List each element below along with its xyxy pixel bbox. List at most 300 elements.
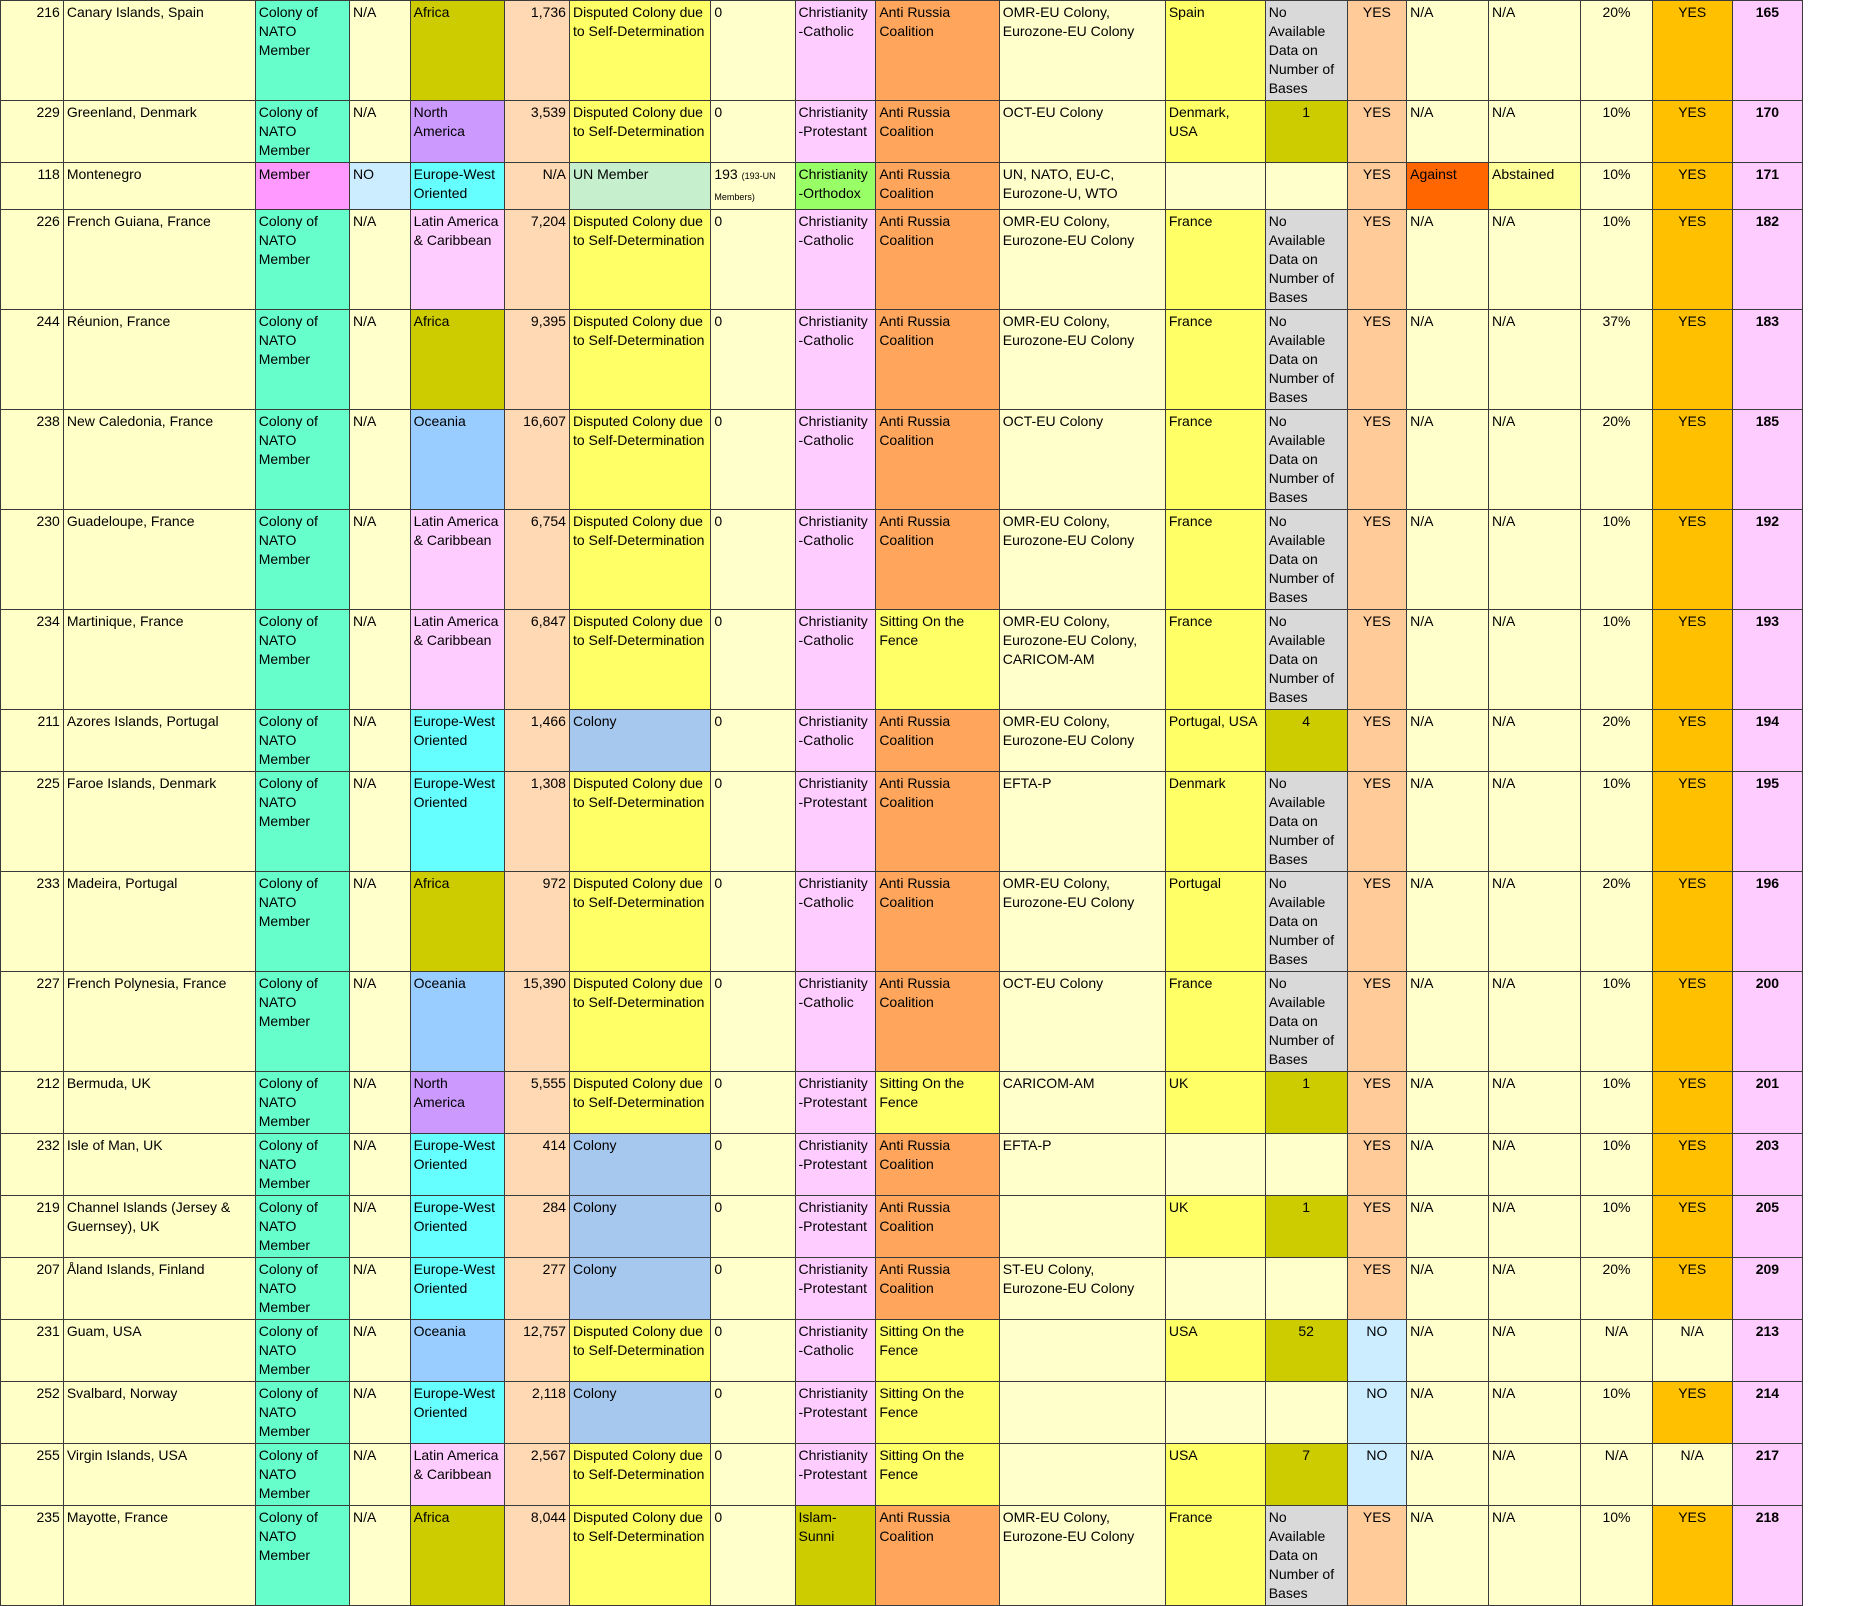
administering-country-cell[interactable]: France: [1165, 972, 1265, 1072]
rank-cell[interactable]: 200: [1732, 972, 1803, 1072]
nato-membership-cell[interactable]: N/A: [350, 510, 411, 610]
final-yes-cell[interactable]: YES: [1652, 1, 1732, 101]
nato-membership-cell[interactable]: N/A: [350, 610, 411, 710]
area-cell[interactable]: 16,607: [504, 410, 569, 510]
organizations-cell[interactable]: ST-EU Colony, Eurozone-EU Colony: [999, 1258, 1165, 1320]
rank-cell[interactable]: 171: [1732, 163, 1803, 210]
rank-cell[interactable]: 203: [1732, 1134, 1803, 1196]
un-status-cell[interactable]: Colony: [569, 1196, 710, 1258]
vote-cell[interactable]: N/A: [1407, 1382, 1489, 1444]
alignment-cell[interactable]: Anti Russia Coalition: [876, 1258, 999, 1320]
nato-membership-cell[interactable]: N/A: [350, 101, 411, 163]
percentage-cell[interactable]: 20%: [1581, 872, 1653, 972]
vote-cell[interactable]: N/A: [1407, 1320, 1489, 1382]
rank-cell[interactable]: 214: [1732, 1382, 1803, 1444]
un-count-cell[interactable]: [711, 1258, 795, 1320]
organizations-cell[interactable]: OMR-EU Colony, Eurozone-EU Colony: [999, 710, 1165, 772]
organizations-cell[interactable]: [999, 1320, 1165, 1382]
un-count-cell[interactable]: [711, 1072, 795, 1134]
area-cell[interactable]: 9,395: [504, 310, 569, 410]
territory-name-cell[interactable]: Montenegro: [63, 163, 255, 210]
region-cell[interactable]: Oceania: [410, 972, 504, 1072]
alignment-cell[interactable]: Sitting On the Fence: [876, 610, 999, 710]
status-cell[interactable]: Colony of NATO Member: [255, 210, 349, 310]
vote-cell[interactable]: N/A: [1407, 1506, 1489, 1606]
military-bases-cell[interactable]: 52: [1265, 1320, 1347, 1382]
military-bases-cell[interactable]: No Available Data on Number of Bases: [1265, 1, 1347, 101]
final-yes-cell[interactable]: YES: [1652, 610, 1732, 710]
religion-cell[interactable]: Christianity-Orthodox: [795, 163, 876, 210]
rank-cell[interactable]: 170: [1732, 101, 1803, 163]
territory-name-cell[interactable]: Greenland, Denmark: [63, 101, 255, 163]
vote-cell[interactable]: N/A: [1407, 1444, 1489, 1506]
un-count-cell[interactable]: [711, 1444, 795, 1506]
military-bases-cell[interactable]: 1: [1265, 1196, 1347, 1258]
un-status-cell[interactable]: Colony: [569, 1382, 710, 1444]
administering-country-cell[interactable]: France: [1165, 510, 1265, 610]
status-cell[interactable]: Colony of NATO Member: [255, 1444, 349, 1506]
rank-cell[interactable]: 196: [1732, 872, 1803, 972]
row-index-cell[interactable]: 227: [1, 972, 64, 1072]
military-bases-cell[interactable]: [1265, 1258, 1347, 1320]
row-index-cell[interactable]: 118: [1, 163, 64, 210]
vote-cell[interactable]: N/A: [1489, 1, 1581, 101]
row-index-cell[interactable]: 225: [1, 772, 64, 872]
nato-membership-cell[interactable]: N/A: [350, 1382, 411, 1444]
military-bases-cell[interactable]: No Available Data on Number of Bases: [1265, 972, 1347, 1072]
final-yes-cell[interactable]: YES: [1652, 1072, 1732, 1134]
area-cell[interactable]: 1,308: [504, 772, 569, 872]
un-status-cell[interactable]: Disputed Colony due to Self-Determination: [569, 610, 710, 710]
military-bases-cell[interactable]: No Available Data on Number of Bases: [1265, 1506, 1347, 1606]
region-cell[interactable]: Europe-West Oriented: [410, 1382, 504, 1444]
organizations-cell[interactable]: EFTA-P: [999, 772, 1165, 872]
yes-no-cell[interactable]: YES: [1347, 410, 1406, 510]
administering-country-cell[interactable]: UK: [1165, 1196, 1265, 1258]
status-cell[interactable]: Colony of NATO Member: [255, 410, 349, 510]
region-cell[interactable]: Europe-West Oriented: [410, 1258, 504, 1320]
administering-country-cell[interactable]: Denmark, USA: [1165, 101, 1265, 163]
vote-cell[interactable]: N/A: [1489, 1320, 1581, 1382]
rank-cell[interactable]: 205: [1732, 1196, 1803, 1258]
organizations-cell[interactable]: OMR-EU Colony, Eurozone-EU Colony: [999, 310, 1165, 410]
region-cell[interactable]: Europe-West Oriented: [410, 710, 504, 772]
row-index-cell[interactable]: 232: [1, 1134, 64, 1196]
area-cell[interactable]: 7,204: [504, 210, 569, 310]
religion-cell[interactable]: Christianity-Catholic: [795, 410, 876, 510]
region-cell[interactable]: Latin America & Caribbean: [410, 210, 504, 310]
religion-cell[interactable]: Christianity-Protestant: [795, 1072, 876, 1134]
vote-cell[interactable]: Abstained: [1489, 163, 1581, 210]
territory-name-cell[interactable]: Mayotte, France: [63, 1506, 255, 1606]
nato-membership-cell[interactable]: N/A: [350, 772, 411, 872]
un-status-cell[interactable]: Disputed Colony due to Self-Determination: [569, 310, 710, 410]
un-status-cell[interactable]: Colony: [569, 1134, 710, 1196]
area-cell[interactable]: 5,555: [504, 1072, 569, 1134]
row-index-cell[interactable]: 207: [1, 1258, 64, 1320]
territory-name-cell[interactable]: Svalbard, Norway: [63, 1382, 255, 1444]
vote-cell[interactable]: N/A: [1489, 1382, 1581, 1444]
nato-membership-cell[interactable]: N/A: [350, 972, 411, 1072]
final-yes-cell[interactable]: YES: [1652, 101, 1732, 163]
region-cell[interactable]: Europe-West Oriented: [410, 163, 504, 210]
religion-cell[interactable]: Christianity-Protestant: [795, 772, 876, 872]
status-cell[interactable]: Colony of NATO Member: [255, 1072, 349, 1134]
territory-name-cell[interactable]: Isle of Man, UK: [63, 1134, 255, 1196]
organizations-cell[interactable]: [999, 1196, 1165, 1258]
percentage-cell[interactable]: 20%: [1581, 1258, 1653, 1320]
area-cell[interactable]: 6,847: [504, 610, 569, 710]
row-index-cell[interactable]: 252: [1, 1382, 64, 1444]
religion-cell[interactable]: Christianity-Catholic: [795, 872, 876, 972]
row-index-cell[interactable]: 226: [1, 210, 64, 310]
religion-cell[interactable]: Christianity-Catholic: [795, 310, 876, 410]
religion-cell[interactable]: Christianity-Protestant: [795, 1258, 876, 1320]
alignment-cell[interactable]: Sitting On the Fence: [876, 1320, 999, 1382]
yes-no-cell[interactable]: YES: [1347, 872, 1406, 972]
status-cell[interactable]: Colony of NATO Member: [255, 1382, 349, 1444]
un-status-cell[interactable]: Disputed Colony due to Self-Determination: [569, 872, 710, 972]
yes-no-cell[interactable]: YES: [1347, 710, 1406, 772]
vote-cell[interactable]: N/A: [1407, 101, 1489, 163]
un-count-cell[interactable]: [711, 510, 795, 610]
row-index-cell[interactable]: 238: [1, 410, 64, 510]
alignment-cell[interactable]: Anti Russia Coalition: [876, 510, 999, 610]
organizations-cell[interactable]: OMR-EU Colony, Eurozone-EU Colony: [999, 1506, 1165, 1606]
rank-cell[interactable]: 218: [1732, 1506, 1803, 1606]
organizations-cell[interactable]: OMR-EU Colony, Eurozone-EU Colony: [999, 1, 1165, 101]
area-cell[interactable]: 414: [504, 1134, 569, 1196]
organizations-cell[interactable]: [999, 1382, 1165, 1444]
military-bases-cell[interactable]: No Available Data on Number of Bases: [1265, 510, 1347, 610]
nato-membership-cell[interactable]: N/A: [350, 1444, 411, 1506]
percentage-cell[interactable]: 20%: [1581, 410, 1653, 510]
un-count-cell[interactable]: [711, 310, 795, 410]
yes-no-cell[interactable]: YES: [1347, 163, 1406, 210]
territory-name-cell[interactable]: French Guiana, France: [63, 210, 255, 310]
row-index-cell[interactable]: 234: [1, 610, 64, 710]
nato-membership-cell[interactable]: N/A: [350, 1258, 411, 1320]
military-bases-cell[interactable]: 7: [1265, 1444, 1347, 1506]
un-count-cell[interactable]: [711, 163, 795, 210]
military-bases-cell[interactable]: 4: [1265, 710, 1347, 772]
status-cell[interactable]: Colony of NATO Member: [255, 1, 349, 101]
administering-country-cell[interactable]: France: [1165, 310, 1265, 410]
religion-cell[interactable]: Christianity-Catholic: [795, 210, 876, 310]
military-bases-cell[interactable]: [1265, 1382, 1347, 1444]
region-cell[interactable]: Oceania: [410, 410, 504, 510]
final-yes-cell[interactable]: YES: [1652, 772, 1732, 872]
vote-cell[interactable]: N/A: [1407, 1134, 1489, 1196]
yes-no-cell[interactable]: NO: [1347, 1382, 1406, 1444]
final-yes-cell[interactable]: YES: [1652, 1134, 1732, 1196]
rank-cell[interactable]: 185: [1732, 410, 1803, 510]
status-cell[interactable]: Colony of NATO Member: [255, 972, 349, 1072]
yes-no-cell[interactable]: YES: [1347, 972, 1406, 1072]
nato-membership-cell[interactable]: N/A: [350, 1196, 411, 1258]
percentage-cell[interactable]: N/A: [1581, 1320, 1653, 1382]
row-index-cell[interactable]: 244: [1, 310, 64, 410]
vote-cell[interactable]: N/A: [1489, 510, 1581, 610]
territory-name-cell[interactable]: French Polynesia, France: [63, 972, 255, 1072]
administering-country-cell[interactable]: UK: [1165, 1072, 1265, 1134]
percentage-cell[interactable]: 10%: [1581, 1196, 1653, 1258]
vote-cell[interactable]: N/A: [1407, 410, 1489, 510]
un-status-cell[interactable]: Disputed Colony due to Self-Determination: [569, 1320, 710, 1382]
vote-cell[interactable]: N/A: [1489, 610, 1581, 710]
percentage-cell[interactable]: 10%: [1581, 101, 1653, 163]
un-count-cell[interactable]: [711, 710, 795, 772]
religion-cell[interactable]: Christianity-Protestant: [795, 1196, 876, 1258]
nato-membership-cell[interactable]: N/A: [350, 1072, 411, 1134]
administering-country-cell[interactable]: France: [1165, 210, 1265, 310]
region-cell[interactable]: North America: [410, 101, 504, 163]
nato-membership-cell[interactable]: N/A: [350, 1506, 411, 1606]
vote-cell[interactable]: N/A: [1407, 972, 1489, 1072]
un-count-cell[interactable]: [711, 1382, 795, 1444]
organizations-cell[interactable]: OMR-EU Colony, Eurozone-EU Colony: [999, 872, 1165, 972]
final-yes-cell[interactable]: YES: [1652, 410, 1732, 510]
vote-cell[interactable]: N/A: [1489, 210, 1581, 310]
yes-no-cell[interactable]: YES: [1347, 1134, 1406, 1196]
territory-name-cell[interactable]: Åland Islands, Finland: [63, 1258, 255, 1320]
nato-membership-cell[interactable]: N/A: [350, 1320, 411, 1382]
military-bases-cell[interactable]: No Available Data on Number of Bases: [1265, 210, 1347, 310]
vote-cell[interactable]: N/A: [1489, 710, 1581, 772]
organizations-cell[interactable]: OCT-EU Colony: [999, 101, 1165, 163]
yes-no-cell[interactable]: YES: [1347, 1196, 1406, 1258]
final-yes-cell[interactable]: N/A: [1652, 1444, 1732, 1506]
vote-cell[interactable]: N/A: [1489, 1134, 1581, 1196]
organizations-cell[interactable]: OMR-EU Colony, Eurozone-EU Colony: [999, 510, 1165, 610]
vote-cell[interactable]: Against: [1407, 163, 1489, 210]
religion-cell[interactable]: Christianity-Protestant: [795, 101, 876, 163]
vote-cell[interactable]: N/A: [1407, 1196, 1489, 1258]
final-yes-cell[interactable]: YES: [1652, 1506, 1732, 1606]
yes-no-cell[interactable]: YES: [1347, 1072, 1406, 1134]
religion-cell[interactable]: Christianity-Catholic: [795, 610, 876, 710]
administering-country-cell[interactable]: Spain: [1165, 1, 1265, 101]
percentage-cell[interactable]: 10%: [1581, 163, 1653, 210]
area-cell[interactable]: 277: [504, 1258, 569, 1320]
administering-country-cell[interactable]: USA: [1165, 1444, 1265, 1506]
vote-cell[interactable]: N/A: [1407, 1, 1489, 101]
vote-cell[interactable]: N/A: [1407, 210, 1489, 310]
religion-cell[interactable]: Christianity-Protestant: [795, 1134, 876, 1196]
vote-cell[interactable]: N/A: [1489, 972, 1581, 1072]
nato-membership-cell[interactable]: N/A: [350, 710, 411, 772]
un-status-cell[interactable]: Disputed Colony due to Self-Determination: [569, 972, 710, 1072]
administering-country-cell[interactable]: [1165, 1382, 1265, 1444]
area-cell[interactable]: 2,567: [504, 1444, 569, 1506]
vote-cell[interactable]: N/A: [1407, 1072, 1489, 1134]
area-cell[interactable]: 2,118: [504, 1382, 569, 1444]
row-index-cell[interactable]: 230: [1, 510, 64, 610]
nato-membership-cell[interactable]: N/A: [350, 410, 411, 510]
percentage-cell[interactable]: 10%: [1581, 1134, 1653, 1196]
row-index-cell[interactable]: 255: [1, 1444, 64, 1506]
rank-cell[interactable]: 192: [1732, 510, 1803, 610]
administering-country-cell[interactable]: France: [1165, 1506, 1265, 1606]
area-cell[interactable]: 12,757: [504, 1320, 569, 1382]
administering-country-cell[interactable]: Denmark: [1165, 772, 1265, 872]
status-cell[interactable]: Colony of NATO Member: [255, 1134, 349, 1196]
yes-no-cell[interactable]: YES: [1347, 1, 1406, 101]
status-cell[interactable]: Colony of NATO Member: [255, 1258, 349, 1320]
status-cell[interactable]: Colony of NATO Member: [255, 610, 349, 710]
status-cell[interactable]: Colony of NATO Member: [255, 1506, 349, 1606]
region-cell[interactable]: Oceania: [410, 1320, 504, 1382]
yes-no-cell[interactable]: YES: [1347, 510, 1406, 610]
status-cell[interactable]: Colony of NATO Member: [255, 1320, 349, 1382]
final-yes-cell[interactable]: YES: [1652, 972, 1732, 1072]
religion-cell[interactable]: Christianity-Catholic: [795, 1, 876, 101]
organizations-cell[interactable]: OMR-EU Colony, Eurozone-EU Colony: [999, 210, 1165, 310]
status-cell[interactable]: Colony of NATO Member: [255, 710, 349, 772]
military-bases-cell[interactable]: No Available Data on Number of Bases: [1265, 410, 1347, 510]
percentage-cell[interactable]: 10%: [1581, 972, 1653, 1072]
un-status-cell[interactable]: Disputed Colony due to Self-Determination: [569, 772, 710, 872]
final-yes-cell[interactable]: YES: [1652, 163, 1732, 210]
administering-country-cell[interactable]: [1165, 163, 1265, 210]
row-index-cell[interactable]: 233: [1, 872, 64, 972]
organizations-cell[interactable]: OCT-EU Colony: [999, 410, 1165, 510]
un-count-cell[interactable]: [711, 101, 795, 163]
area-cell[interactable]: 972: [504, 872, 569, 972]
alignment-cell[interactable]: Anti Russia Coalition: [876, 210, 999, 310]
alignment-cell[interactable]: Sitting On the Fence: [876, 1382, 999, 1444]
status-cell[interactable]: Colony of NATO Member: [255, 872, 349, 972]
military-bases-cell[interactable]: 1: [1265, 101, 1347, 163]
yes-no-cell[interactable]: YES: [1347, 772, 1406, 872]
region-cell[interactable]: Africa: [410, 310, 504, 410]
territory-name-cell[interactable]: Virgin Islands, USA: [63, 1444, 255, 1506]
un-count-cell[interactable]: [711, 972, 795, 1072]
vote-cell[interactable]: N/A: [1489, 1506, 1581, 1606]
area-cell[interactable]: 1,466: [504, 710, 569, 772]
yes-no-cell[interactable]: YES: [1347, 1506, 1406, 1606]
row-index-cell[interactable]: 231: [1, 1320, 64, 1382]
military-bases-cell[interactable]: [1265, 1134, 1347, 1196]
percentage-cell[interactable]: 10%: [1581, 510, 1653, 610]
un-status-cell[interactable]: Disputed Colony due to Self-Determination: [569, 510, 710, 610]
organizations-cell[interactable]: EFTA-P: [999, 1134, 1165, 1196]
territory-name-cell[interactable]: Canary Islands, Spain: [63, 1, 255, 101]
yes-no-cell[interactable]: YES: [1347, 610, 1406, 710]
alignment-cell[interactable]: Sitting On the Fence: [876, 1444, 999, 1506]
organizations-cell[interactable]: UN, NATO, EU-C, Eurozone-U, WTO: [999, 163, 1165, 210]
vote-cell[interactable]: N/A: [1489, 101, 1581, 163]
rank-cell[interactable]: 194: [1732, 710, 1803, 772]
nato-membership-cell[interactable]: N/A: [350, 310, 411, 410]
area-cell[interactable]: 15,390: [504, 972, 569, 1072]
area-cell[interactable]: 284: [504, 1196, 569, 1258]
vote-cell[interactable]: N/A: [1489, 772, 1581, 872]
region-cell[interactable]: Latin America & Caribbean: [410, 510, 504, 610]
administering-country-cell[interactable]: USA: [1165, 1320, 1265, 1382]
alignment-cell[interactable]: Anti Russia Coalition: [876, 1134, 999, 1196]
percentage-cell[interactable]: 10%: [1581, 210, 1653, 310]
religion-cell[interactable]: Christianity-Catholic: [795, 710, 876, 772]
area-cell[interactable]: 6,754: [504, 510, 569, 610]
territory-name-cell[interactable]: Bermuda, UK: [63, 1072, 255, 1134]
status-cell[interactable]: Colony of NATO Member: [255, 101, 349, 163]
nato-membership-cell[interactable]: NO: [350, 163, 411, 210]
un-count-cell[interactable]: [711, 772, 795, 872]
territory-name-cell[interactable]: Azores Islands, Portugal: [63, 710, 255, 772]
vote-cell[interactable]: N/A: [1489, 1444, 1581, 1506]
administering-country-cell[interactable]: France: [1165, 610, 1265, 710]
territory-name-cell[interactable]: Réunion, France: [63, 310, 255, 410]
alignment-cell[interactable]: Anti Russia Coalition: [876, 310, 999, 410]
vote-cell[interactable]: N/A: [1489, 310, 1581, 410]
un-status-cell[interactable]: Disputed Colony due to Self-Determination: [569, 1, 710, 101]
military-bases-cell[interactable]: [1265, 163, 1347, 210]
row-index-cell[interactable]: 219: [1, 1196, 64, 1258]
yes-no-cell[interactable]: NO: [1347, 1320, 1406, 1382]
status-cell[interactable]: Colony of NATO Member: [255, 510, 349, 610]
un-status-cell[interactable]: Disputed Colony due to Self-Determination: [569, 210, 710, 310]
alignment-cell[interactable]: Anti Russia Coalition: [876, 1, 999, 101]
military-bases-cell[interactable]: 1: [1265, 1072, 1347, 1134]
row-index-cell[interactable]: 235: [1, 1506, 64, 1606]
region-cell[interactable]: Latin America & Caribbean: [410, 1444, 504, 1506]
final-yes-cell[interactable]: YES: [1652, 1258, 1732, 1320]
alignment-cell[interactable]: Sitting On the Fence: [876, 1072, 999, 1134]
vote-cell[interactable]: N/A: [1489, 1258, 1581, 1320]
religion-cell[interactable]: Christianity-Catholic: [795, 1320, 876, 1382]
un-status-cell[interactable]: UN Member: [569, 163, 710, 210]
nato-membership-cell[interactable]: N/A: [350, 1134, 411, 1196]
vote-cell[interactable]: N/A: [1407, 710, 1489, 772]
percentage-cell[interactable]: 20%: [1581, 1, 1653, 101]
rank-cell[interactable]: 183: [1732, 310, 1803, 410]
region-cell[interactable]: Africa: [410, 1506, 504, 1606]
administering-country-cell[interactable]: France: [1165, 410, 1265, 510]
rank-cell[interactable]: 217: [1732, 1444, 1803, 1506]
vote-cell[interactable]: N/A: [1489, 872, 1581, 972]
un-status-cell[interactable]: Disputed Colony due to Self-Determination: [569, 1444, 710, 1506]
area-cell[interactable]: 1,736: [504, 1, 569, 101]
status-cell[interactable]: Colony of NATO Member: [255, 310, 349, 410]
alignment-cell[interactable]: Anti Russia Coalition: [876, 772, 999, 872]
area-cell[interactable]: 3,539: [504, 101, 569, 163]
yes-no-cell[interactable]: NO: [1347, 1444, 1406, 1506]
un-count-cell[interactable]: [711, 1, 795, 101]
organizations-cell[interactable]: OCT-EU Colony: [999, 972, 1165, 1072]
vote-cell[interactable]: N/A: [1407, 872, 1489, 972]
final-yes-cell[interactable]: YES: [1652, 872, 1732, 972]
region-cell[interactable]: Africa: [410, 872, 504, 972]
rank-cell[interactable]: 165: [1732, 1, 1803, 101]
area-cell[interactable]: 8,044: [504, 1506, 569, 1606]
rank-cell[interactable]: 209: [1732, 1258, 1803, 1320]
percentage-cell[interactable]: 10%: [1581, 1382, 1653, 1444]
un-status-cell[interactable]: Disputed Colony due to Self-Determination: [569, 410, 710, 510]
military-bases-cell[interactable]: No Available Data on Number of Bases: [1265, 310, 1347, 410]
administering-country-cell[interactable]: Portugal, USA: [1165, 710, 1265, 772]
organizations-cell[interactable]: CARICOM-AM: [999, 1072, 1165, 1134]
region-cell[interactable]: North America: [410, 1072, 504, 1134]
organizations-cell[interactable]: OMR-EU Colony, Eurozone-EU Colony, CARICOM-AM: [999, 610, 1165, 710]
row-index-cell[interactable]: 211: [1, 710, 64, 772]
final-yes-cell[interactable]: N/A: [1652, 1320, 1732, 1382]
administering-country-cell[interactable]: [1165, 1134, 1265, 1196]
vote-cell[interactable]: N/A: [1489, 1072, 1581, 1134]
final-yes-cell[interactable]: YES: [1652, 710, 1732, 772]
alignment-cell[interactable]: Anti Russia Coalition: [876, 872, 999, 972]
un-count-cell[interactable]: [711, 1196, 795, 1258]
